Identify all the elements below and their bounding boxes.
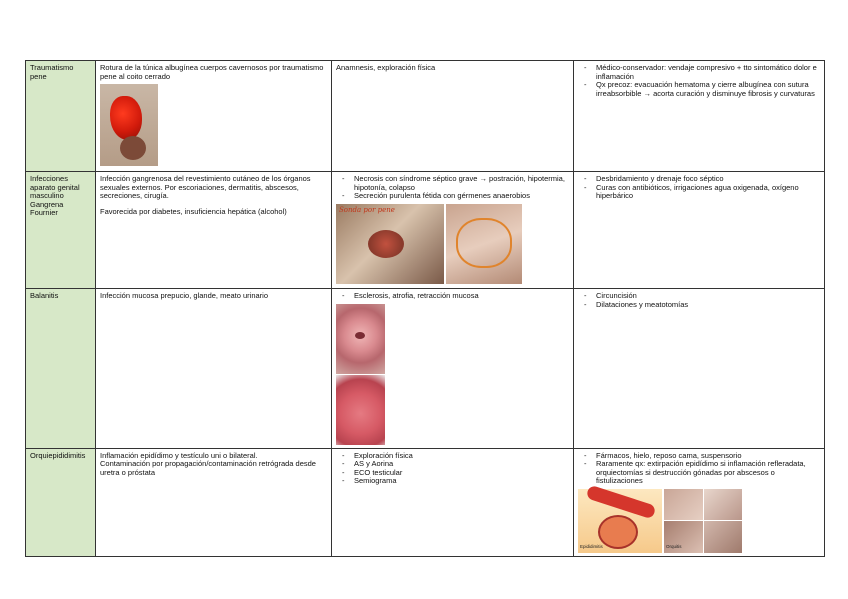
condition-name [26, 172, 96, 289]
diagnosis-cell [332, 172, 574, 289]
diagnosis-cell [332, 448, 574, 556]
condition-name [26, 448, 96, 556]
description-text: Contaminación por propagación/contaminación retrógrada desde uretra o próstata [100, 459, 316, 477]
diagnosis-cell [332, 289, 574, 449]
diagnosis-cell [332, 61, 574, 172]
description-text: Infección mucosa prepucio, glande, meato urinario [100, 291, 269, 300]
penile-trauma-photo [100, 84, 158, 166]
table-row [26, 448, 825, 556]
treatment-cell [574, 289, 825, 449]
table-row [26, 61, 825, 172]
list-item: - AS y Aorina [354, 460, 569, 469]
orchitis-photos [664, 489, 742, 553]
fournier-photo-1 [336, 204, 444, 284]
treatment-cell [574, 61, 825, 172]
fournier-photo-2 [446, 204, 522, 284]
epididymitis-diagram [578, 489, 662, 553]
list-item: - Raramente qx: extirpación epidídimo si inflamación refleradata, orquiectomías si destrucción gónadas por abscesos o fistulizaciones [596, 460, 820, 486]
condition-name [26, 289, 96, 449]
list-item: - Semiograma [354, 477, 569, 486]
description-text: Rotura de la túnica albugínea cuerpos cavernosos por traumatismo pene al coito cerrado [100, 63, 324, 81]
image-caption: Epididimitis [580, 544, 603, 550]
condition-name-text: Orquiepididimitis [30, 450, 86, 460]
list-item: - Esclerosis, atrofia, retracción mucosa [354, 292, 569, 301]
diagnosis-text: Anamnesis, exploración física [336, 63, 436, 72]
condition-description [96, 61, 332, 172]
treatment-cell [574, 448, 825, 556]
list-item: - Médico-conservador: vendaje compresivo + tto sintomático dolor e inflamación [596, 64, 820, 81]
table-row [26, 172, 825, 289]
orchiepididymitis-illustration [578, 489, 742, 553]
list-item: - Qx precoz: evacuación hematoma y cierre albugínea con sutura irreabsorbible → acorta curación y disminuye fibrosis y curvaturas [596, 81, 820, 98]
list-item: - Circuncisión [596, 292, 820, 301]
description-text: Infección gangrenosa del revestimiento cutáneo de los órganos sexuales externos. Por escoriaciones, dermatitis, abscesos, secreciones, cirugía. [100, 174, 311, 201]
description-text: Favorecida por diabetes, insuficiencia hepática (alcohol) [100, 206, 287, 216]
list-item: - Necrosis con síndrome séptico grave → postración, hipotermia, hipotonía, colapso [354, 175, 569, 192]
balanitis-photo-2 [336, 375, 385, 445]
list-item: - Desbridamiento y drenaje foco séptico [596, 175, 820, 184]
condition-description [96, 289, 332, 449]
list-item: - Curas con antibióticos, irrigaciones agua oxigenada, oxígeno hiperbárico [596, 184, 820, 201]
list-item: - ECO testicular [354, 469, 569, 478]
condition-name-text: Traumatismo pene [30, 63, 74, 81]
condition-name-text: Balanitis [30, 291, 59, 300]
balanitis-photo-1 [336, 304, 385, 374]
clinical-table [25, 60, 825, 557]
condition-name [26, 61, 96, 172]
list-item: - Exploración física [354, 452, 569, 461]
condition-description [96, 172, 332, 289]
list-item: - Secreción purulenta fétida con gérmenes anaerobios [354, 192, 569, 201]
condition-description [96, 448, 332, 556]
image-caption: Orquitis [666, 544, 682, 550]
treatment-cell [574, 172, 825, 289]
photo-label: Sonda por pene [339, 205, 395, 214]
table-row [26, 289, 825, 449]
list-item: - Dilataciones y meatotomías [596, 301, 820, 310]
condition-name-text: Infecciones aparato genital masculino Gangrena Fournier [30, 174, 80, 218]
description-text: Inflamación epidídimo y testículo uni o bilateral. [100, 450, 258, 460]
list-item: - Fármacos, hielo, reposo cama, suspensorio [596, 452, 820, 461]
